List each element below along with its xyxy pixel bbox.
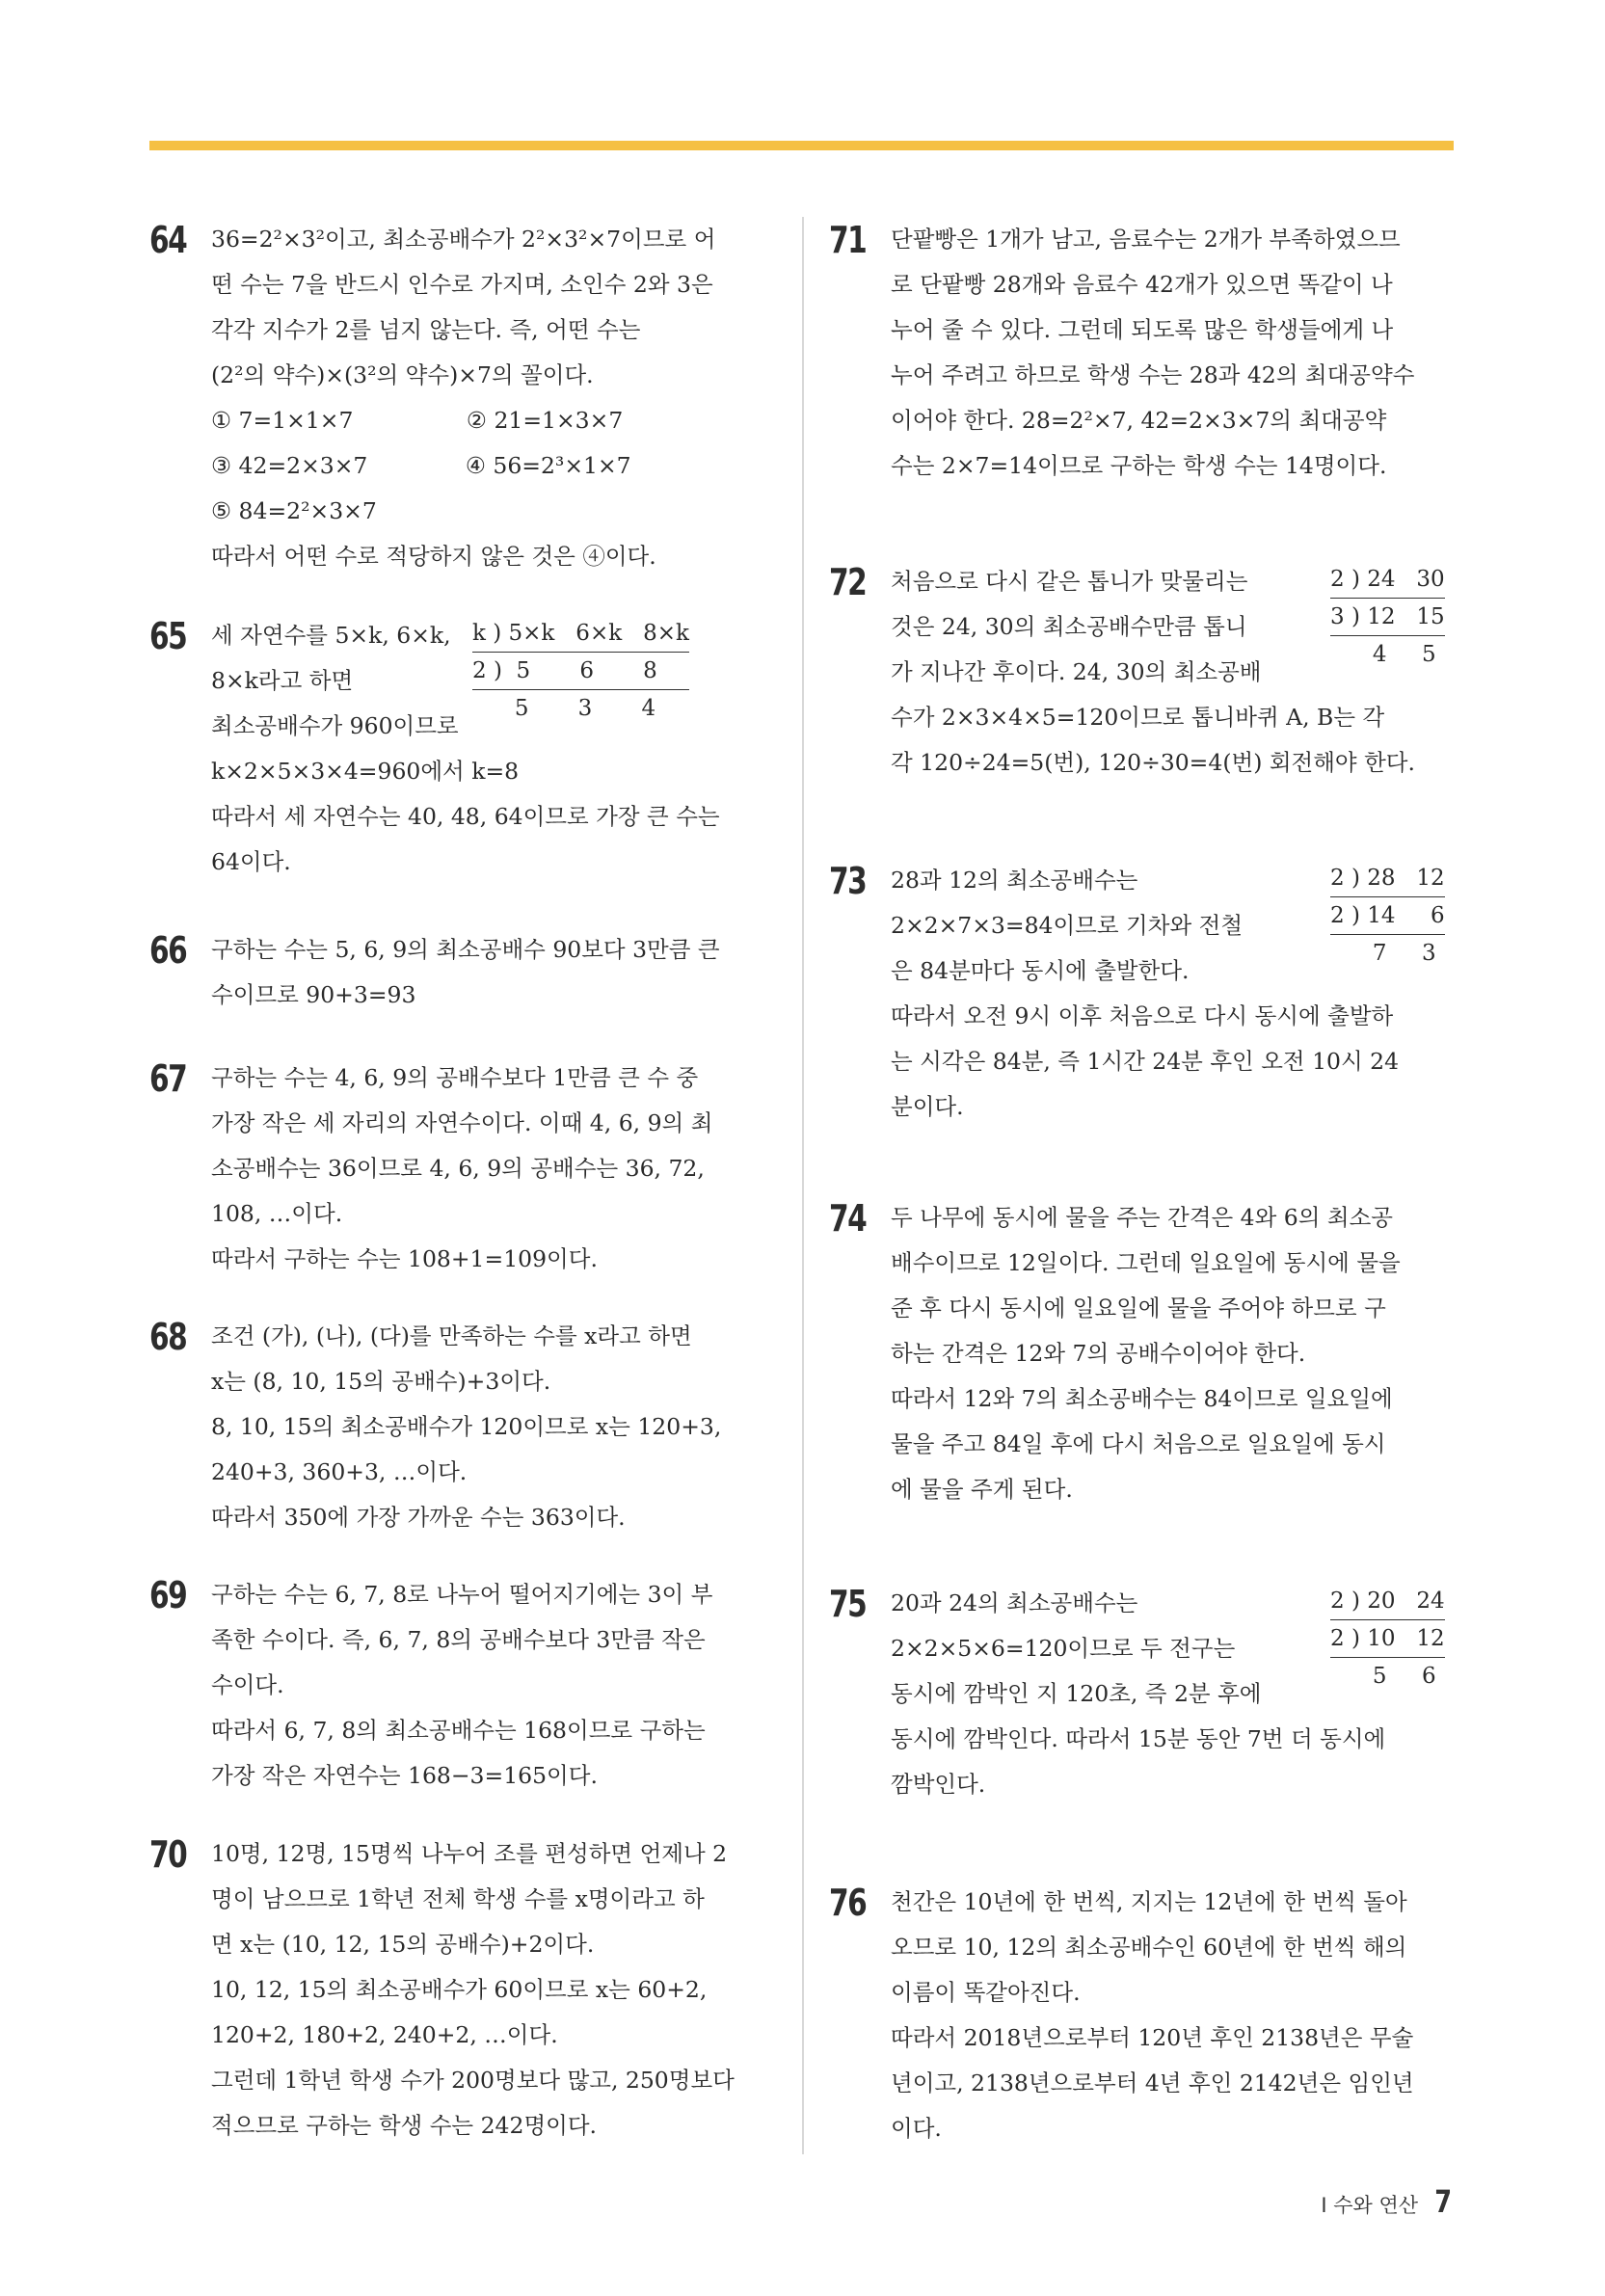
ladder-row: 2 ) 28 12 (1330, 860, 1445, 897)
solution-line: 10, 12, 15의 최소공배수가 60이므로 x는 60+2, (211, 1976, 708, 2003)
solution-line: 이어야 한다. 28=2²×7, 42=2×3×7의 최대공약 (891, 407, 1387, 434)
solution-line: 따라서 구하는 수는 108+1=109이다. (211, 1245, 598, 1272)
division-ladder (1330, 860, 1445, 972)
ladder-row: 2 ) 10 12 (1330, 1620, 1445, 1658)
solution-line: 수가 2×3×4×5=120이므로 톱니바퀴 A, B는 각 (891, 704, 1385, 731)
solution-line: k×2×5×3×4=960에서 k=8 (211, 758, 520, 785)
solution-line: 준 후 다시 동시에 일요일에 물을 주어야 하므로 구 (891, 1295, 1386, 1322)
solution-line: 처음으로 다시 같은 톱니가 맞물리는 (891, 568, 1248, 595)
ladder-row: 2 ) 24 30 (1330, 561, 1445, 599)
ladder-row: k ) 5×k 6×k 8×k (472, 615, 689, 653)
solution-line: 동시에 깜박인다. 따라서 15분 동안 7번 더 동시에 (891, 1725, 1386, 1752)
solution-line: 오므로 10, 12의 최소공배수인 60년에 한 번씩 해의 (891, 1934, 1407, 1961)
solution-line: 족한 수이다. 즉, 6, 7, 8의 공배수보다 3만큼 작은 (211, 1626, 706, 1653)
ladder-row: 2 ) 5 6 8 (472, 653, 689, 690)
solution-line: 누어 주려고 하므로 학생 수는 28과 42의 최대공약수 (891, 361, 1415, 388)
solution-line: 수는 2×7=14이므로 구하는 학생 수는 14명이다. (891, 452, 1387, 479)
problem-number: 71 (829, 219, 867, 261)
solution-line: 에 물을 주게 된다. (891, 1476, 1073, 1503)
solution-line: 최소공배수가 960이므로 (211, 712, 459, 739)
solution-line: 따라서 오전 9시 이후 처음으로 다시 동시에 출발하 (891, 1002, 1394, 1029)
ladder-row: 2 ) 14 6 (1330, 897, 1445, 935)
solution-line: 10명, 12명, 15명씩 나누어 조를 편성하면 언제나 2 (211, 1840, 728, 1867)
problem-number: 65 (149, 615, 187, 657)
solution-line: 2×2×5×6=120이므로 두 전구는 (891, 1635, 1236, 1662)
solution-line: 누어 줄 수 있다. 그런데 되도록 많은 학생들에게 나 (891, 316, 1394, 343)
division-ladder (1330, 561, 1445, 673)
solution-line: 단팥빵은 1개가 남고, 음료수는 2개가 부족하였으므 (891, 226, 1401, 253)
solution-line: (2²의 약수)×(3²의 약수)×7의 꼴이다. (211, 361, 594, 388)
solution-line: 는 시각은 84분, 즉 1시간 24분 후인 오전 10시 24 (891, 1048, 1400, 1075)
problem-number: 64 (149, 219, 187, 261)
solution-line: 이다. (891, 2115, 942, 2142)
page-number: 7 (1433, 2183, 1452, 2220)
solution-line: 깜박인다. (891, 1771, 986, 1798)
solution-line: 분이다. (891, 1093, 964, 1120)
solution-line: 수이다. (211, 1671, 284, 1698)
solution-line: 가장 작은 세 자리의 자연수이다. 이때 4, 6, 9의 최 (211, 1109, 713, 1136)
solution-line: 108, …이다. (211, 1200, 343, 1227)
solution-line: 하는 간격은 12와 7의 공배수이어야 한다. (891, 1340, 1306, 1367)
division-ladder (1330, 1583, 1445, 1695)
problem-number: 66 (149, 929, 187, 972)
solution-line: 각 120÷24=5(번), 120÷30=4(번) 회전해야 한다. (891, 749, 1415, 776)
solution-line: 은 84분마다 동시에 출발한다. (891, 957, 1190, 984)
solution-line: 면 x는 (10, 12, 15의 공배수)+2이다. (211, 1931, 595, 1958)
solution-text (891, 1880, 1454, 2151)
solution-line: 소공배수는 36이므로 4, 6, 9의 공배수는 36, 72, (211, 1155, 705, 1182)
problem-number: 74 (829, 1197, 867, 1240)
division-ladder (472, 615, 689, 727)
solution-line: 따라서 6, 7, 8의 최소공배수는 168이므로 구하는 (211, 1717, 706, 1744)
ladder-row: 5 3 4 (472, 696, 656, 721)
solution-text (211, 1314, 722, 1540)
solution-line: 따라서 12와 7의 최소공배수는 84이므로 일요일에 (891, 1385, 1393, 1412)
solution-line: 물을 주고 84일 후에 다시 처음으로 일요일에 동시 (891, 1430, 1386, 1457)
solution-line: 120+2, 180+2, 240+2, …이다. (211, 2021, 558, 2048)
solution-line: ③ 42=2×3×7 ④ 56=2³×1×7 (211, 452, 631, 479)
column-divider (802, 217, 804, 2154)
solution-line: 20과 24의 최소공배수는 (891, 1589, 1138, 1616)
solution-line: 따라서 2018년으로부터 120년 후인 2138년은 무술 (891, 2024, 1414, 2051)
solution-line: 그런데 1학년 학생 수가 200명보다 많고, 250명보다 (211, 2067, 735, 2094)
problem-number: 72 (829, 561, 867, 603)
problem-number: 76 (829, 1882, 867, 1924)
solution-line: 2×2×7×3=84이므로 기차와 전철 (891, 912, 1244, 939)
solution-line: 세 자연수를 5×k, 6×k, (211, 622, 451, 649)
ladder-row: 2 ) 20 24 (1330, 1583, 1445, 1620)
solution-line: 240+3, 360+3, …이다. (211, 1458, 468, 1485)
problem-number: 69 (149, 1574, 187, 1616)
solution-text (211, 217, 716, 579)
solution-text (891, 1195, 1454, 1512)
page-footer (1321, 2183, 1454, 2220)
solution-text (211, 927, 720, 1018)
solution-line: 각각 지수가 2를 넘지 않는다. 즉, 어떤 수는 (211, 316, 641, 343)
solution-text (211, 1572, 713, 1799)
solution-line: 가장 작은 자연수는 168−3=165이다. (211, 1762, 598, 1789)
ladder-row: 7 3 (1330, 941, 1436, 966)
header-rule (149, 141, 1454, 150)
solution-line: 28과 12의 최소공배수는 (891, 867, 1138, 894)
solution-line: 동시에 깜박인 지 120초, 즉 2분 후에 (891, 1680, 1262, 1707)
solution-line: 8, 10, 15의 최소공배수가 120이므로 x는 120+3, (211, 1413, 722, 1440)
solution-line: 천간은 10년에 한 번씩, 지지는 12년에 한 번씩 돌아 (891, 1888, 1407, 1915)
ladder-row: 3 ) 12 15 (1330, 599, 1445, 636)
solution-line: 명이 남으므로 1학년 전체 학생 수를 x명이라고 하 (211, 1885, 705, 1912)
solution-line: 64이다. (211, 848, 291, 875)
solution-text (891, 217, 1454, 489)
problem-number: 75 (829, 1583, 867, 1625)
solution-line: 두 나무에 동시에 물을 주는 간격은 4와 6의 최소공 (891, 1204, 1393, 1231)
solution-line: 로 단팥빵 28개와 음료수 42개가 있으면 똑같이 나 (891, 271, 1393, 298)
solution-line: ⑤ 84=2²×3×7 (211, 497, 377, 524)
solution-line: 8×k라고 하면 (211, 667, 354, 694)
solution-line: 구하는 수는 5, 6, 9의 최소공배수 90보다 3만큼 큰 (211, 936, 720, 963)
solution-line: 떤 수는 7을 반드시 인수로 가지며, 소인수 2와 3은 (211, 271, 713, 298)
solution-line: 따라서 어떤 수로 적당하지 않은 것은 ④이다. (211, 543, 656, 570)
solution-line: 36=2²×3²이고, 최소공배수가 2²×3²×7이므로 어 (211, 226, 716, 253)
solution-line: 따라서 350에 가장 가까운 수는 363이다. (211, 1504, 626, 1531)
problem-number: 73 (829, 860, 867, 902)
solution-line: 배수이므로 12일이다. 그런데 일요일에 동시에 물을 (891, 1249, 1401, 1276)
solution-line: 따라서 세 자연수는 40, 48, 64이므로 가장 큰 수는 (211, 803, 720, 830)
ladder-row: 5 6 (1330, 1664, 1436, 1689)
solution-line: 년이고, 2138년으로부터 4년 후인 2142년은 임인년 (891, 2069, 1414, 2096)
problem-number: 67 (149, 1057, 187, 1100)
solution-line: x는 (8, 10, 15의 공배수)+3이다. (211, 1368, 551, 1395)
solution-line: 적으므로 구하는 학생 수는 242명이다. (211, 2112, 598, 2139)
solution-line: 수이므로 90+3=93 (211, 981, 416, 1008)
solution-line: ① 7=1×1×7 ② 21=1×3×7 (211, 407, 624, 434)
solution-line: 구하는 수는 6, 7, 8로 나누어 떨어지기에는 3이 부 (211, 1581, 713, 1608)
solution-text (211, 1055, 713, 1282)
solution-text (211, 1831, 735, 2149)
solution-line: 조건 (가), (나), (다)를 만족하는 수를 x라고 하면 (211, 1322, 692, 1349)
section-label: Ⅰ 수와 연산 (1321, 2194, 1419, 2217)
problem-number: 70 (149, 1833, 187, 1876)
ladder-row: 4 5 (1330, 642, 1436, 667)
solution-line: 것은 24, 30의 최소공배수만큼 톱니 (891, 613, 1247, 640)
solution-line: 구하는 수는 4, 6, 9의 공배수보다 1만큼 큰 수 중 (211, 1064, 699, 1091)
solution-line: 이름이 똑같아진다. (891, 1979, 1081, 2006)
solution-line: 가 지나간 후이다. 24, 30의 최소공배 (891, 658, 1262, 685)
problem-number: 68 (149, 1316, 187, 1358)
